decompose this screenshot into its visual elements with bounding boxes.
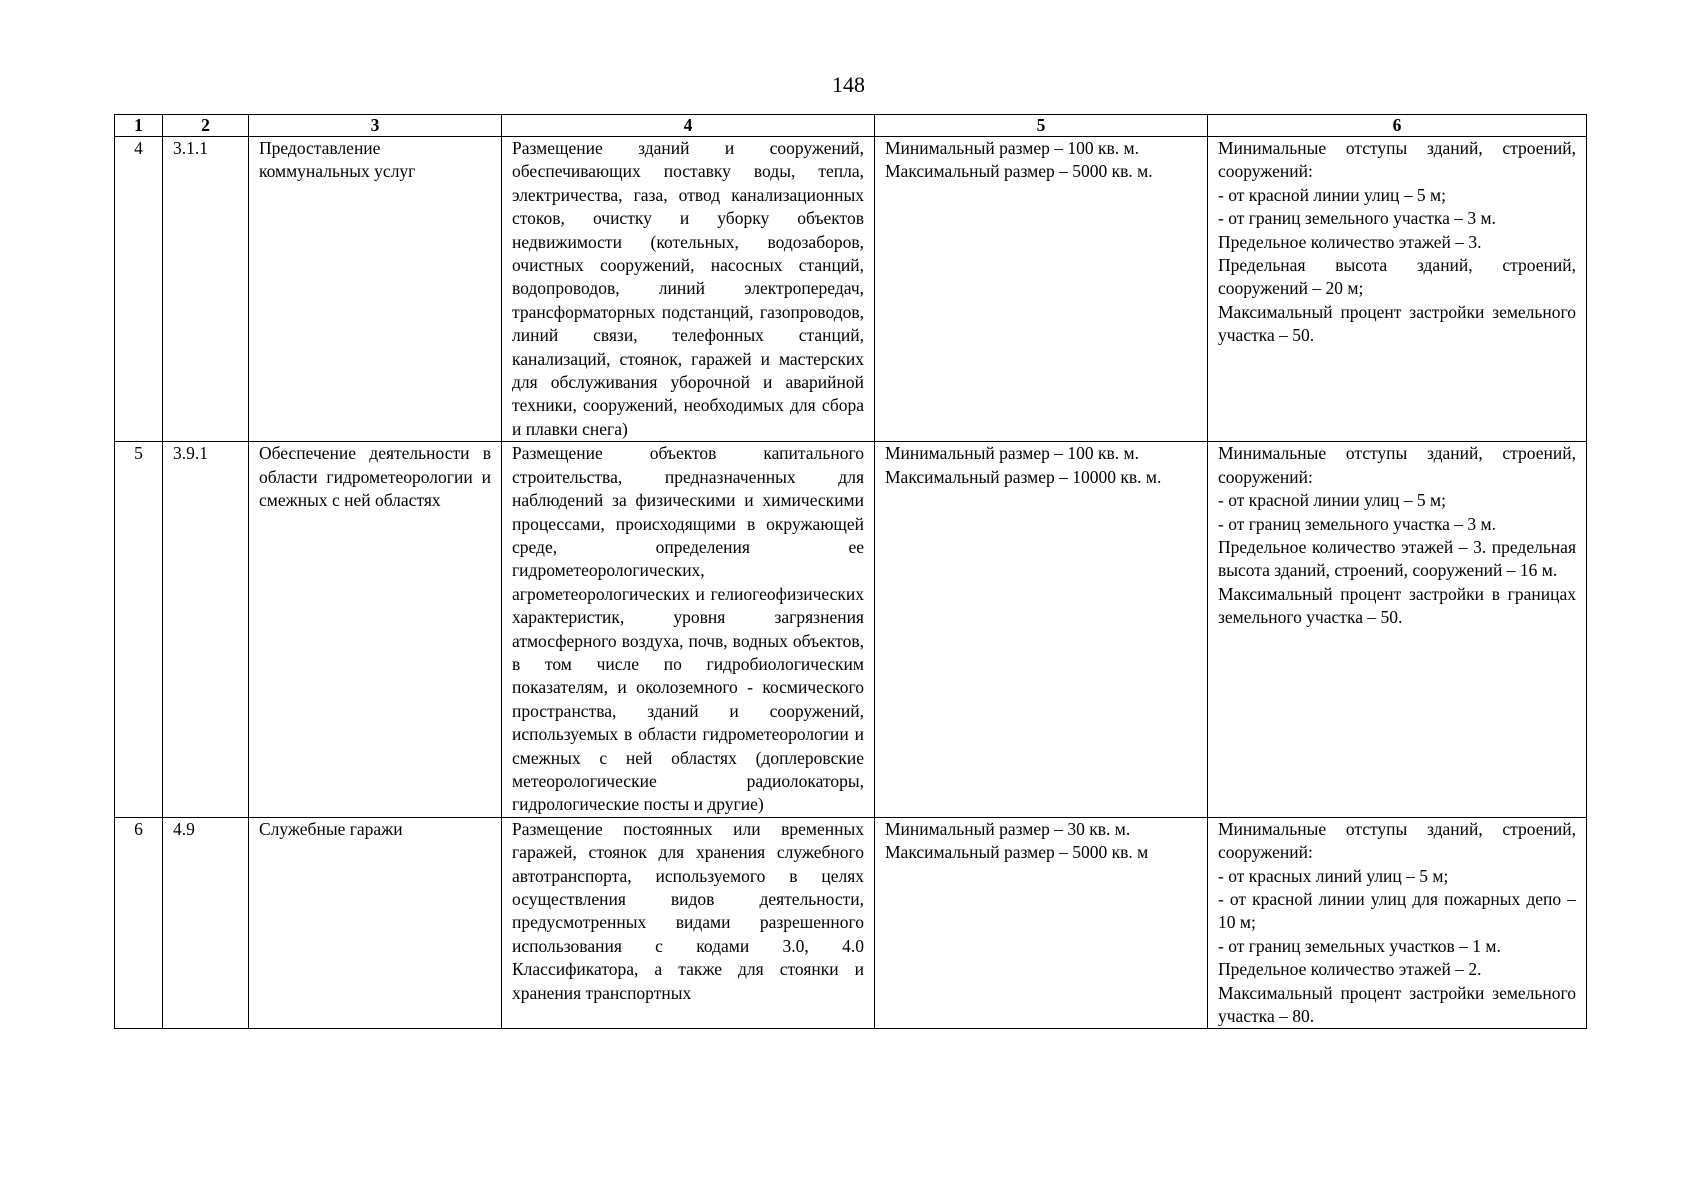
column-header: 6 [1208, 115, 1587, 137]
build-params-cell [1208, 442, 1587, 818]
page-number: 148 [832, 72, 865, 97]
table-row [115, 817, 1587, 1029]
build-params-cell [1208, 137, 1587, 442]
table-header-row [115, 115, 1587, 137]
column-header: 4 [502, 115, 875, 137]
param-line: Минимальные отступы зданий, строений, сооружений: [1218, 138, 1576, 182]
max-size: Максимальный размер – 5000 кв. м. [885, 161, 1153, 182]
table-row [115, 137, 1587, 442]
min-size: Минимальный размер – 30 кв. м. [885, 818, 1131, 839]
use-name: Обеспечение деятельности в области гидрометеорологии и смежных с ней областях [249, 442, 502, 818]
plot-size-cell [875, 442, 1208, 818]
param-line: Минимальные отступы зданий, строений, сооружений: [1218, 443, 1576, 487]
plot-size-cell [875, 137, 1208, 442]
build-params-cell [1208, 817, 1587, 1029]
param-line: - от границ земельного участка – 3 м. [1218, 513, 1496, 534]
param-line: Предельное количество этажей – 3. [1218, 231, 1482, 252]
land-use-table [114, 114, 1587, 1029]
row-number: 6 [115, 817, 163, 1029]
use-description: Размещение объектов капитального строительства, предназначенных для наблюдений за физическими и химическими процессами, происходящими в окружающей среде, определения ее гидрометеорологических, агрометеорологических и гелиогеофизических характеристик, уровня загрязнения атмосферного воздуха, почв, водных объектов, в том числе по гидробиологическим показателям, и околоземного - космического пространства, зданий и сооружений, используемых в области гидрометеорологии и смежных с ней областях (доплеровские метеорологические радиолокаторы, гидрологические посты и другие) [502, 442, 875, 818]
param-line: - от красной линии улиц для пожарных депо – 10 м; [1218, 889, 1576, 933]
param-line: Максимальный процент застройки земельного участка – 50. [1218, 301, 1576, 346]
use-name: Служебные гаражи [249, 817, 502, 1029]
table-row [115, 442, 1587, 818]
use-code: 3.1.1 [163, 137, 249, 442]
min-size: Минимальный размер – 100 кв. м. [885, 138, 1139, 158]
column-header: 1 [115, 115, 163, 137]
param-line: - от красных линий улиц – 5 м; [1218, 865, 1449, 886]
param-line: Предельная высота зданий, строений, сооружений – 20 м; [1218, 255, 1576, 299]
param-line: - от границ земельных участков – 1 м. [1218, 935, 1501, 956]
column-header: 2 [163, 115, 249, 137]
row-number: 5 [115, 442, 163, 818]
column-header: 5 [875, 115, 1208, 137]
min-size: Минимальный размер – 100 кв. м. [885, 443, 1139, 464]
max-size: Максимальный размер – 10000 кв. м. [885, 466, 1162, 487]
use-description: Размещение зданий и сооружений, обеспечивающих поставку воды, тепла, электричества, газа, отвод канализационных стоков, очистку и уборку объектов недвижимости (котельных, водозаборов, очистных сооружений, насосных станций, водопроводов, линий электропередач, трансформаторных подстанций, газопроводов, линий связи, телефонных станций, канализаций, стоянок, гаражей и мастерских для обслуживания уборочной и аварийной техники, сооружений, необходимых для сбора и плавки снега) [502, 137, 875, 442]
row-number: 4 [115, 137, 163, 442]
param-line: Предельное количество этажей – 3. предельная высота зданий, строений, сооружений – 16 м. [1218, 536, 1576, 581]
param-line: Максимальный процент застройки в границах земельного участка – 50. [1218, 583, 1576, 628]
param-line: Максимальный процент застройки земельного участка – 80. [1218, 982, 1576, 1027]
use-name: Предоставление коммунальных услуг [249, 137, 502, 442]
use-description: Размещение постоянных или временных гаражей, стоянок для хранения служебного автотранспорта, используемого в целях осуществления видов деятельности, предусмотренных видами разрешенного использования с кодами 3.0, 4.0 Классификатора, а также для стоянки и хранения транспортных [502, 817, 875, 1029]
param-line: Предельное количество этажей – 2. [1218, 959, 1482, 980]
param-line: - от границ земельного участка – 3 м. [1218, 208, 1496, 229]
param-line: Минимальные отступы зданий, строений, сооружений: [1218, 818, 1576, 863]
use-code: 3.9.1 [163, 442, 249, 818]
param-line: - от красной линии улиц – 5 м; [1218, 490, 1446, 511]
use-code: 4.9 [163, 817, 249, 1029]
param-line: - от красной линии улиц – 5 м; [1218, 184, 1446, 205]
plot-size-cell [875, 817, 1208, 1029]
column-header: 3 [249, 115, 502, 137]
max-size: Максимальный размер – 5000 кв. м [885, 842, 1149, 863]
